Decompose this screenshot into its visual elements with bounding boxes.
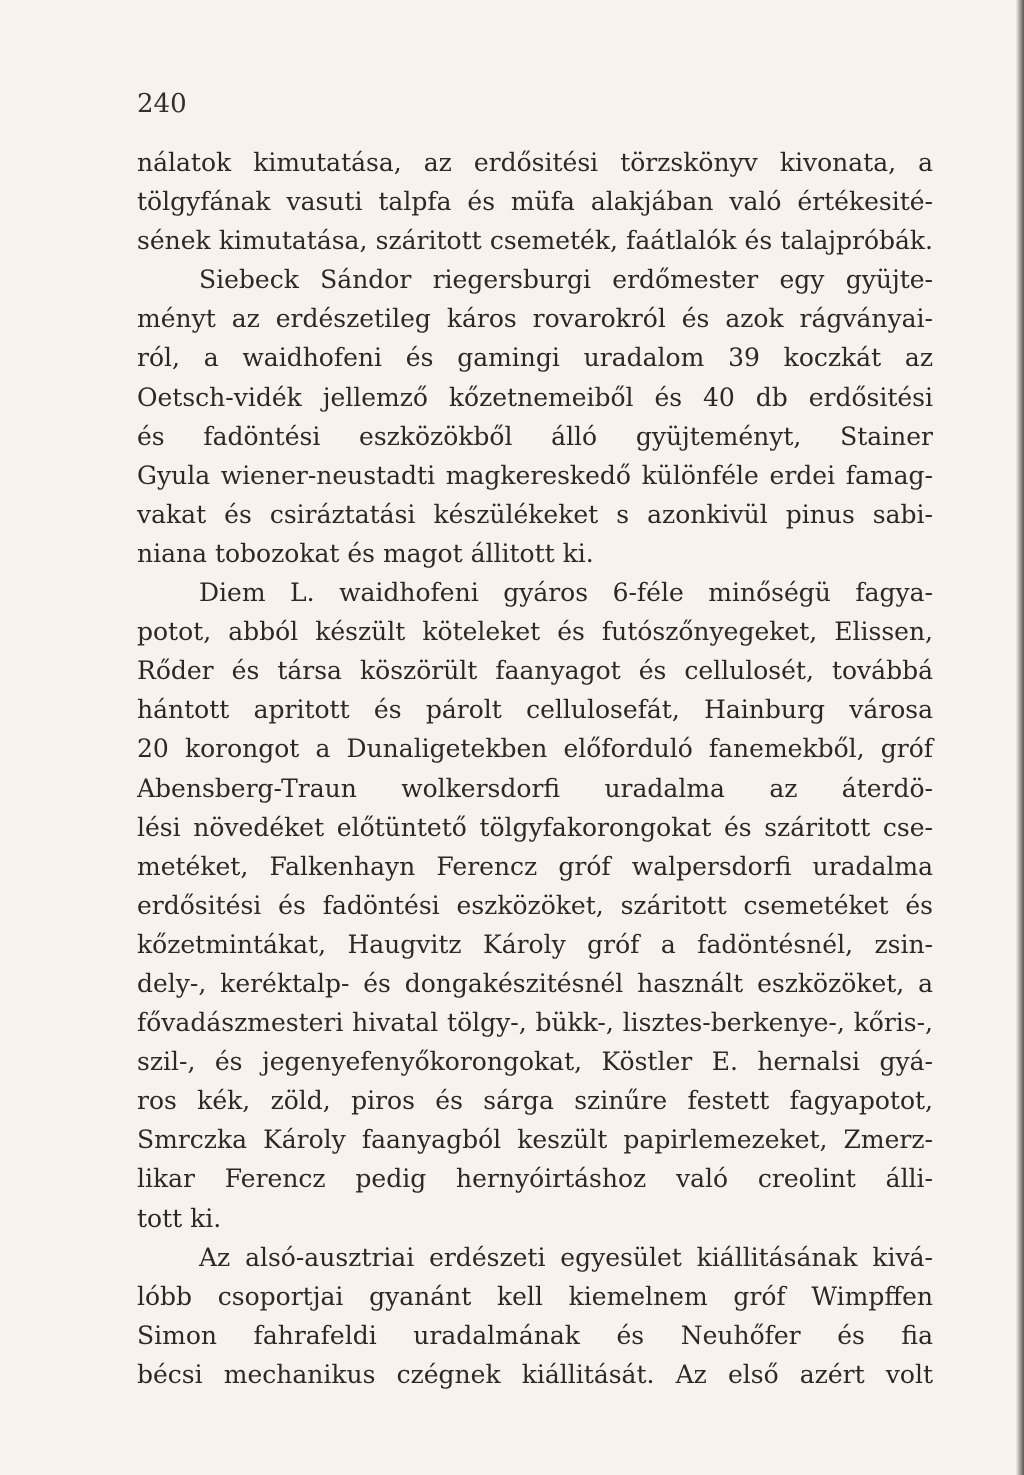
- text-line: lési növedéket előtüntető tölgyfakorongokat és száritott cse-: [137, 812, 933, 842]
- text-line: Rőder és társa köszörült faanyagot és cellulosét, továbbá: [137, 656, 933, 686]
- text-line: dely-, keréktalp- és dongakészitésnél használt eszközöket, a: [137, 968, 933, 998]
- text-line: vakat és csiráztatási készülékeket s azonkivül pinus sabi-: [137, 499, 933, 529]
- text-line: Smrczka Károly faanyagból keszült papirlemezeket, Zmerz-: [137, 1125, 933, 1155]
- text-line: ményt az erdészetileg káros rovarokról és azok rágványai-: [137, 304, 933, 334]
- page-number: 240: [137, 89, 187, 119]
- page-edge-shadow: [1016, 0, 1024, 1475]
- text-line: bécsi mechanikus czégnek kiállitását. Az első azért volt: [137, 1359, 933, 1389]
- text-line: tott ki.: [137, 1203, 222, 1233]
- text-line: erdősitési és fadöntési eszközöket, száritott csemetéket és: [137, 890, 933, 920]
- text-line: Abensberg-Traun wolkersdorfi uradalma az áterdö-: [137, 773, 933, 803]
- text-line: sének kimutatása, száritott csemeték, faátlalók és talajpróbák.: [137, 226, 933, 256]
- text-line: Siebeck Sándor riegersburgi erdőmester egy gyüjte-: [199, 265, 933, 295]
- text-line: Gyula wiener-neustadti magkereskedő különféle erdei famag-: [137, 460, 933, 490]
- text-line: fővadászmesteri hivatal tölgy-, bükk-, lisztes-berkenye-, kőris-,: [137, 1008, 933, 1038]
- text-line: Diem L. waidhofeni gyáros 6-féle minőségü fagya-: [199, 578, 933, 608]
- text-line: niana tobozokat és magot állitott ki.: [137, 538, 594, 568]
- text-line: lóbb csoportjai gyanánt kell kiemelnem gróf Wimpffen: [137, 1281, 933, 1311]
- text-line: metéket, Falkenhayn Ferencz gróf walpersdorfi uradalma: [137, 851, 933, 881]
- text-line: és fadöntési eszközökből álló gyüjteményt, Stainer: [137, 421, 933, 451]
- text-line: potot, abból készült köteleket és futószőnyegeket, Elissen,: [137, 617, 933, 647]
- text-line: likar Ferencz pedig hernyóirtáshoz való creolint álli-: [137, 1164, 933, 1194]
- text-line: hántott apritott és párolt cellulosefát, Hainburg városa: [137, 695, 933, 725]
- text-line: kőzetmintákat, Haugvitz Károly gróf a fadöntésnél, zsin-: [137, 929, 933, 959]
- body-text: [137, 143, 933, 1394]
- text-line: szil-, és jegenyefenyőkorongokat, Köstler E. hernalsi gyá-: [137, 1047, 933, 1077]
- text-line: 20 korongot a Dunaligetekben előforduló fanemekből, gróf: [137, 734, 933, 764]
- text-line: Az alsó-ausztriai erdészeti egyesület kiállitásának kivá-: [199, 1242, 933, 1272]
- text-line: ros kék, zöld, piros és sárga szinűre festett fagyapotot,: [137, 1086, 933, 1116]
- text-line: Simon fahrafeldi uradalmának és Neuhőfer és fia: [137, 1320, 933, 1350]
- text-line: nálatok kimutatása, az erdősitési törzskönyv kivonata, a: [137, 148, 933, 177]
- text-line: ról, a waidhofeni és gamingi uradalom 39 koczkát az: [137, 343, 933, 373]
- text-line: tölgyfának vasuti talpfa és müfa alakjában való értékesité-: [137, 187, 933, 217]
- text-line: Oetsch-vidék jellemző kőzetnemeiből és 40 db erdősitési: [137, 382, 933, 412]
